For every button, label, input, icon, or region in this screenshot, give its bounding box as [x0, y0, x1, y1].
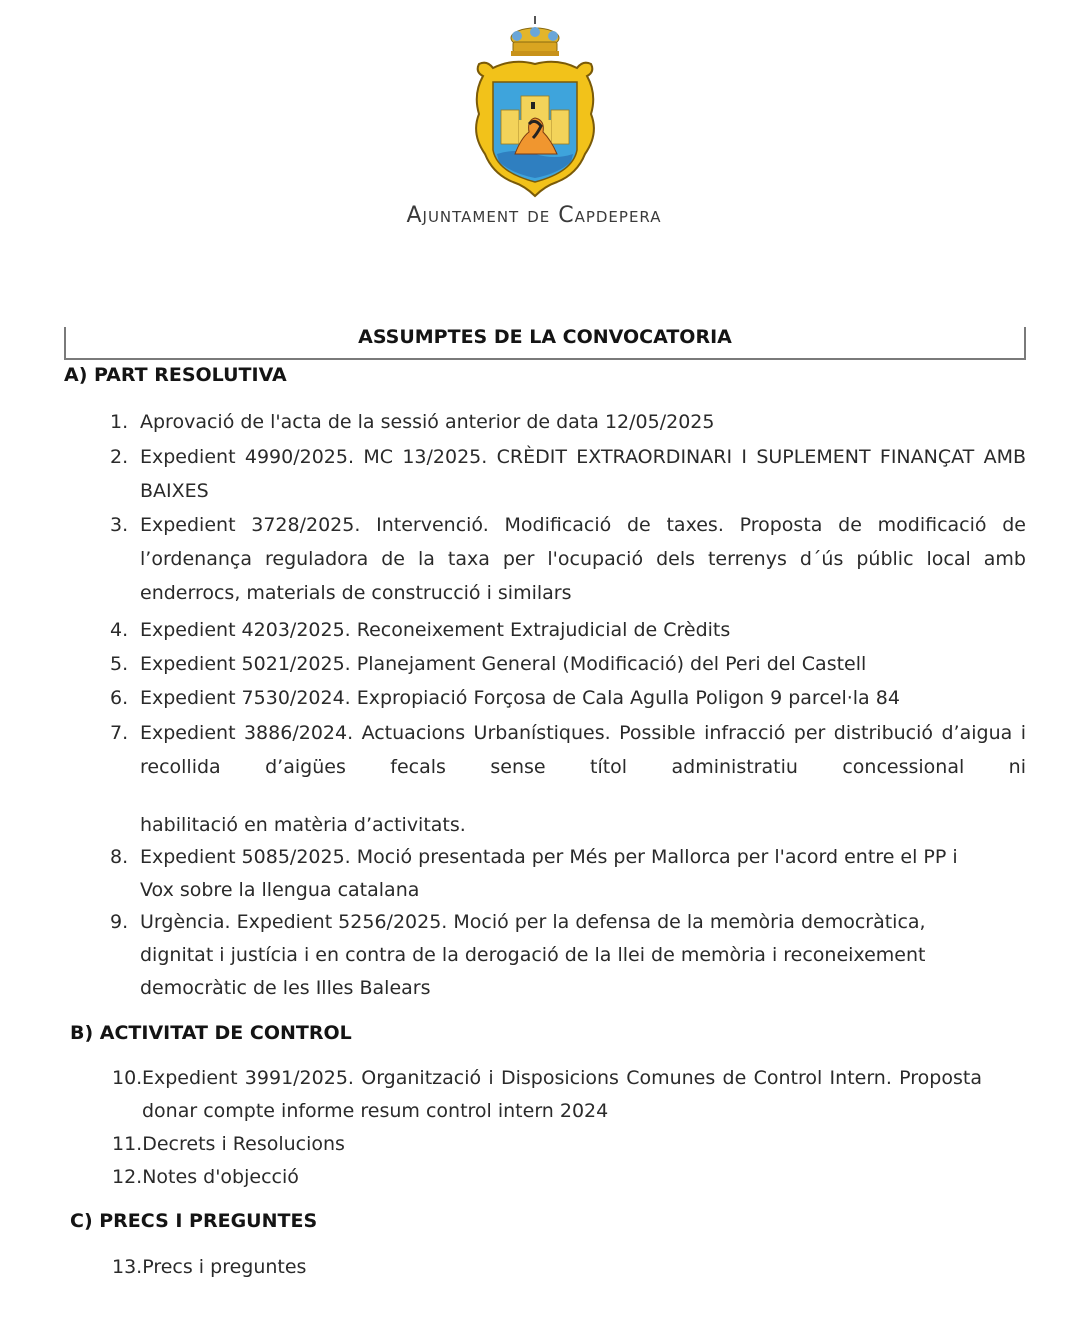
item-number: 4.	[110, 619, 129, 641]
item-text: Expedient 3886/2024. Actuacions Urbanístiques. Possible infracció per distribució d’aigua i recollida d’aigües fecals sense títol administratiu concessional ni	[140, 722, 1026, 778]
item-text: Expedient 3728/2025. Intervenció. Modificació de taxes. Proposta de modificació de l’ordenança reguladora de la taxa per l'ocupació dels terrenys d´ús públic local amb enderrocs, materials de construcció i similars	[140, 514, 1026, 604]
item-number: 6.	[110, 687, 129, 709]
item-number: 3.	[110, 514, 129, 536]
item-number: 11.	[112, 1133, 143, 1155]
agenda-title: ASSUMPTES DE LA CONVOCATORIA	[358, 326, 732, 348]
item-number: 9.	[110, 911, 129, 933]
agenda-item	[110, 716, 1026, 784]
agenda-item	[110, 508, 1026, 610]
agenda-title-box	[64, 327, 1026, 360]
item-text: Expedient 3991/2025. Organització i Disposicions Comunes de Control Intern. Proposta donar compte informe resum control intern 2024	[142, 1067, 982, 1122]
item-number: 12.	[112, 1166, 143, 1188]
item-number: 10.	[112, 1067, 143, 1089]
agenda-item	[110, 647, 1026, 681]
item-text: Expedient 5085/2025. Moció presentada per Més per Mallorca per l'acord entre el PP i Vox sobre la llengua catalana	[140, 846, 958, 901]
agenda-item	[110, 906, 982, 1005]
item-text: Expedient 5021/2025. Planejament General (Modificació) del Peri del Castell	[140, 653, 867, 675]
agenda-item	[112, 1062, 982, 1128]
item-number: 5.	[110, 653, 129, 675]
item-text: Expedient 4990/2025. MC 13/2025. CRÈDIT EXTRAORDINARI I SUPLEMENT FINANÇAT AMB BAIXES	[140, 446, 1026, 502]
coat-of-arms-icon	[465, 14, 605, 199]
agenda-item-continuation	[140, 808, 1026, 842]
coat-of-arms-logo	[465, 14, 605, 199]
crown-icon	[511, 16, 559, 56]
item-text-continuation: habilitació en matèria d’activitats.	[140, 814, 466, 836]
section-heading-activitat-control: B) ACTIVITAT DE CONTROL	[70, 1022, 352, 1044]
section-heading-precs-preguntes: C) PRECS I PREGUNTES	[70, 1210, 318, 1232]
item-text: Decrets i Resolucions	[142, 1133, 345, 1155]
item-number: 2.	[110, 446, 129, 468]
item-text: Urgència. Expedient 5256/2025. Moció per la defensa de la memòria democràtica, dignitat i justícia i en contra de la derogació de la llei de memòria i reconeixement democràtic de les Illes Balears	[140, 911, 926, 999]
item-number: 8.	[110, 846, 129, 868]
agenda-item	[110, 841, 982, 907]
item-text: Aprovació de l'acta de la sessió anterior de data 12/05/2025	[140, 411, 715, 433]
item-number: 1.	[110, 411, 129, 433]
agenda-item	[112, 1128, 982, 1161]
organization-name: Ajuntament de Capdepera	[406, 203, 662, 228]
item-number: 7.	[110, 722, 129, 744]
item-text: Precs i preguntes	[142, 1256, 307, 1278]
agenda-item	[110, 613, 1026, 647]
item-number: 13.	[112, 1256, 143, 1278]
agenda-item	[110, 405, 1026, 439]
agenda-item	[112, 1251, 982, 1284]
agenda-item	[112, 1161, 982, 1194]
section-heading-part-resolutiva: A) PART RESOLUTIVA	[64, 364, 287, 386]
item-text: Expedient 7530/2024. Expropiació Forçosa de Cala Agulla Poligon 9 parcel·la 84	[140, 687, 900, 709]
agenda-item	[110, 681, 1026, 715]
agenda-item	[110, 440, 1026, 508]
item-text: Expedient 4203/2025. Reconeixement Extrajudicial de Crèdits	[140, 619, 731, 641]
item-text: Notes d'objecció	[142, 1166, 299, 1188]
